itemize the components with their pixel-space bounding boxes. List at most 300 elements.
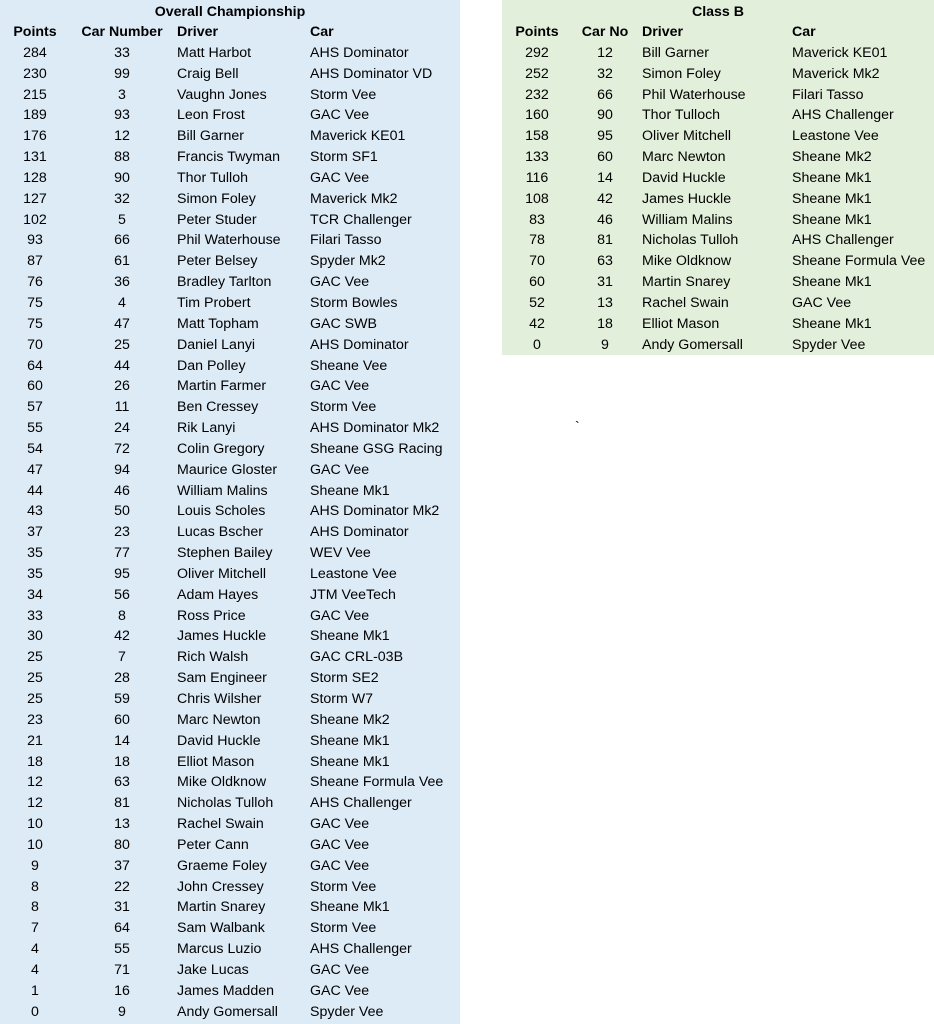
driver-cell: Phil Waterhouse <box>642 86 746 103</box>
points-cell: 10 <box>27 816 43 833</box>
car-cell: Maverick Mk2 <box>310 190 398 207</box>
car-number-cell: 32 <box>114 190 130 207</box>
driver-cell: Elliot Mason <box>642 315 720 332</box>
points-cell: 215 <box>23 86 47 103</box>
car-cell: GAC Vee <box>310 816 370 833</box>
driver-cell: Simon Foley <box>642 65 721 82</box>
table-row <box>502 314 934 335</box>
table-row <box>0 626 460 647</box>
car-number-cell: 94 <box>114 461 130 478</box>
driver-cell: Adam Hayes <box>177 586 259 603</box>
car-number-cell: 61 <box>114 253 130 270</box>
table-row <box>0 189 460 210</box>
car-cell: GAC Vee <box>310 982 370 999</box>
points-cell: 55 <box>27 420 43 437</box>
table-row <box>0 835 460 856</box>
table-row <box>502 168 934 189</box>
points-cell: 7 <box>31 920 39 937</box>
points-cell: 12 <box>27 774 43 791</box>
car-cell: AHS Challenger <box>310 795 412 812</box>
car-number-cell: 12 <box>114 128 130 145</box>
car-number-cell: 36 <box>114 274 130 291</box>
car-number-cell: 80 <box>114 836 130 853</box>
car-cell: GAC Vee <box>310 607 370 624</box>
points-cell: 37 <box>27 524 43 541</box>
points-cell: 42 <box>529 315 545 332</box>
points-cell: 232 <box>525 86 549 103</box>
points-cell: 47 <box>27 461 43 478</box>
table-row <box>0 460 460 481</box>
table-row <box>0 543 460 564</box>
overall-header-row <box>0 22 460 43</box>
car-cell: WEV Vee <box>310 545 371 562</box>
table-row <box>0 356 460 377</box>
table-row <box>0 897 460 918</box>
points-cell: 34 <box>27 586 43 603</box>
driver-cell: Martin Snarey <box>642 274 731 291</box>
driver-cell: Rik Lanyi <box>177 420 236 437</box>
car-cell: Filari Tasso <box>310 232 382 249</box>
driver-cell: Marc Newton <box>177 711 261 728</box>
car-number-cell: 37 <box>114 857 130 874</box>
header-driver: Driver <box>177 24 219 40</box>
points-cell: 160 <box>525 107 549 124</box>
car-number-cell: 28 <box>114 670 130 687</box>
points-cell: 12 <box>27 795 43 812</box>
table-row <box>0 981 460 1002</box>
driver-cell: Mike Oldknow <box>642 253 732 270</box>
car-number-cell: 9 <box>118 1003 126 1020</box>
points-cell: 4 <box>31 961 39 978</box>
car-number-cell: 11 <box>114 399 130 416</box>
overall-championship-table <box>0 0 460 1024</box>
table-row <box>502 147 934 168</box>
car-cell: AHS Dominator VD <box>310 65 433 82</box>
car-number-cell: 81 <box>114 795 130 812</box>
table-row <box>502 105 934 126</box>
points-cell: 54 <box>27 440 43 457</box>
table-row <box>0 564 460 585</box>
car-cell: Sheane Mk1 <box>792 169 872 186</box>
car-cell: Storm SE2 <box>310 670 379 687</box>
table-row <box>0 314 460 335</box>
points-cell: 284 <box>23 44 47 61</box>
driver-cell: Rich Walsh <box>177 649 249 666</box>
table-row <box>502 293 934 314</box>
car-cell: Storm Bowles <box>310 294 398 311</box>
car-cell: GAC Vee <box>310 274 370 291</box>
car-cell: Sheane Mk1 <box>310 732 390 749</box>
table-row <box>502 85 934 106</box>
header-car: Car <box>792 24 816 40</box>
driver-cell: Marc Newton <box>642 149 726 166</box>
driver-cell: Vaughn Jones <box>177 86 267 103</box>
driver-cell: Louis Scholes <box>177 503 266 520</box>
driver-cell: Peter Studer <box>177 211 257 228</box>
table-row <box>0 710 460 731</box>
points-cell: 189 <box>23 107 47 124</box>
points-cell: 30 <box>27 628 43 645</box>
car-cell: GAC CRL-03B <box>310 649 404 666</box>
driver-cell: Phil Waterhouse <box>177 232 281 249</box>
table-row <box>0 439 460 460</box>
table-row <box>502 335 934 356</box>
table-row <box>0 856 460 877</box>
points-cell: 176 <box>23 128 47 145</box>
stray-mark: ` <box>575 418 580 434</box>
car-number-cell: 95 <box>597 128 613 145</box>
table-row <box>0 397 460 418</box>
car-cell: AHS Dominator Mk2 <box>310 503 440 520</box>
driver-cell: Maurice Gloster <box>177 461 278 478</box>
table-row <box>0 772 460 793</box>
car-cell: Storm Vee <box>310 399 377 416</box>
points-cell: 21 <box>27 732 43 749</box>
points-cell: 230 <box>23 65 47 82</box>
table-row <box>0 814 460 835</box>
car-cell: JTM VeeTech <box>310 586 396 603</box>
car-cell: Filari Tasso <box>792 86 864 103</box>
car-number-cell: 22 <box>114 878 130 895</box>
points-cell: 75 <box>27 294 43 311</box>
car-number-cell: 88 <box>114 149 130 166</box>
driver-cell: Rachel Swain <box>177 816 264 833</box>
car-cell: Storm Vee <box>310 86 377 103</box>
table-row <box>0 418 460 439</box>
car-cell: Maverick Mk2 <box>792 65 880 82</box>
car-number-cell: 50 <box>114 503 130 520</box>
points-cell: 252 <box>525 65 549 82</box>
driver-cell: Daniel Lanyi <box>177 336 256 353</box>
car-cell: GAC Vee <box>310 461 370 478</box>
car-number-cell: 12 <box>597 44 613 61</box>
driver-cell: Craig Bell <box>177 65 239 82</box>
car-number-cell: 47 <box>114 315 130 332</box>
points-cell: 75 <box>27 315 43 332</box>
car-cell: GAC Vee <box>310 378 370 395</box>
table-row <box>0 147 460 168</box>
car-number-cell: 64 <box>114 920 130 937</box>
car-cell: Storm Vee <box>310 920 377 937</box>
car-cell: Spyder Vee <box>310 1003 384 1020</box>
driver-cell: Ben Cressey <box>177 399 259 416</box>
car-cell: Sheane Formula Vee <box>792 253 926 270</box>
table-row <box>0 126 460 147</box>
table-row <box>0 85 460 106</box>
car-number-cell: 90 <box>114 169 130 186</box>
car-number-cell: 42 <box>114 628 130 645</box>
table-row <box>0 731 460 752</box>
points-cell: 43 <box>27 503 43 520</box>
table-row <box>0 376 460 397</box>
driver-cell: Oliver Mitchell <box>177 565 267 582</box>
points-cell: 35 <box>27 545 43 562</box>
table-row <box>0 105 460 126</box>
car-number-cell: 5 <box>118 211 126 228</box>
points-cell: 102 <box>23 211 47 228</box>
car-number-cell: 90 <box>597 107 613 124</box>
car-number-cell: 13 <box>597 294 613 311</box>
car-cell: AHS Dominator <box>310 336 409 353</box>
car-number-cell: 31 <box>114 899 130 916</box>
driver-cell: Martin Snarey <box>177 899 266 916</box>
driver-cell: Matt Topham <box>177 315 259 332</box>
car-cell: Maverick KE01 <box>792 44 888 61</box>
car-number-cell: 7 <box>118 649 126 666</box>
header-points: Points <box>13 24 57 40</box>
points-cell: 0 <box>31 1003 39 1020</box>
table-row <box>0 168 460 189</box>
points-cell: 8 <box>31 878 39 895</box>
driver-cell: Nicholas Tulloh <box>642 232 739 249</box>
driver-cell: Colin Gregory <box>177 440 265 457</box>
driver-cell: Peter Cann <box>177 836 249 853</box>
car-cell: GAC SWB <box>310 315 378 332</box>
driver-cell: Bill Garner <box>177 128 245 145</box>
points-cell: 128 <box>23 169 47 186</box>
car-cell: GAC Vee <box>310 169 370 186</box>
points-cell: 10 <box>27 836 43 853</box>
overall-body <box>0 43 460 1023</box>
points-cell: 60 <box>27 378 43 395</box>
table-row <box>0 647 460 668</box>
driver-cell: Nicholas Tulloh <box>177 795 274 812</box>
car-number-cell: 46 <box>114 482 130 499</box>
driver-cell: Lucas Bscher <box>177 524 263 541</box>
points-cell: 87 <box>27 253 43 270</box>
car-cell: Sheane Formula Vee <box>310 774 444 791</box>
header-driver: Driver <box>642 24 684 40</box>
car-cell: Sheane Mk1 <box>792 315 872 332</box>
driver-cell: Mike Oldknow <box>177 774 267 791</box>
points-cell: 64 <box>27 357 43 374</box>
overall-championship-title: Overall Championship <box>154 4 306 20</box>
car-cell: Sheane Mk1 <box>310 753 390 770</box>
table-row <box>0 43 460 64</box>
class-b-header-row <box>502 22 934 43</box>
car-cell: Sheane Mk2 <box>310 711 390 728</box>
car-cell: AHS Challenger <box>792 107 894 124</box>
points-cell: 78 <box>529 232 545 249</box>
car-number-cell: 72 <box>114 440 130 457</box>
car-cell: Sheane Mk1 <box>792 274 872 291</box>
car-cell: AHS Dominator <box>310 524 409 541</box>
points-cell: 0 <box>533 336 541 353</box>
header-car: Car <box>310 24 334 40</box>
driver-cell: Bradley Tarlton <box>177 274 272 291</box>
driver-cell: Oliver Mitchell <box>642 128 732 145</box>
car-number-cell: 66 <box>114 232 130 249</box>
driver-cell: James Huckle <box>177 628 267 645</box>
table-row <box>0 522 460 543</box>
driver-cell: John Cressey <box>177 878 264 895</box>
table-row <box>0 606 460 627</box>
driver-cell: David Huckle <box>177 732 261 749</box>
points-cell: 33 <box>27 607 43 624</box>
driver-cell: Chris Wilsher <box>177 691 262 707</box>
points-cell: 131 <box>23 149 47 166</box>
car-number-cell: 14 <box>597 169 613 186</box>
points-cell: 70 <box>27 336 43 353</box>
car-cell: AHS Challenger <box>310 941 412 958</box>
table-row <box>0 585 460 606</box>
points-cell: 60 <box>529 274 545 291</box>
table-row <box>0 668 460 689</box>
car-number-cell: 32 <box>597 65 613 82</box>
driver-cell: Ross Price <box>177 607 246 624</box>
car-number-cell: 63 <box>114 774 130 791</box>
table-row <box>0 481 460 502</box>
points-cell: 8 <box>31 899 39 916</box>
car-cell: Spyder Vee <box>792 336 866 353</box>
table-row <box>0 960 460 981</box>
car-number-cell: 56 <box>114 586 130 603</box>
car-number-cell: 13 <box>114 816 130 833</box>
car-number-cell: 8 <box>118 607 126 624</box>
driver-cell: James Madden <box>177 982 274 999</box>
car-number-cell: 42 <box>597 190 613 207</box>
driver-cell: Matt Harbot <box>177 44 252 61</box>
points-cell: 25 <box>27 691 43 707</box>
driver-cell: Martin Farmer <box>177 378 267 395</box>
class-b-title: Class B <box>691 4 745 20</box>
driver-cell: Dan Polley <box>177 357 246 374</box>
points-cell: 23 <box>27 711 43 728</box>
car-number-cell: 46 <box>597 211 613 228</box>
car-cell: Storm SF1 <box>310 149 378 166</box>
car-cell: GAC Vee <box>310 836 370 853</box>
table-row <box>502 272 934 293</box>
car-cell: AHS Dominator Mk2 <box>310 420 440 437</box>
points-cell: 76 <box>27 274 43 291</box>
car-cell: Sheane Mk1 <box>792 211 872 228</box>
car-number-cell: 66 <box>597 86 613 103</box>
car-number-cell: 18 <box>114 753 130 770</box>
table-row <box>0 210 460 231</box>
table-row <box>502 126 934 147</box>
car-cell: GAC Vee <box>310 857 370 874</box>
class-b-body <box>502 43 934 356</box>
car-number-cell: 24 <box>114 420 130 437</box>
car-cell: Sheane Mk1 <box>792 190 872 207</box>
driver-cell: Leon Frost <box>177 107 245 124</box>
table-row <box>502 64 934 85</box>
table-row <box>0 293 460 314</box>
car-number-cell: 55 <box>114 941 130 958</box>
table-row <box>0 939 460 960</box>
car-number-cell: 81 <box>597 232 613 249</box>
points-cell: 57 <box>27 399 43 416</box>
points-cell: 52 <box>529 294 545 311</box>
class-b-table <box>502 0 934 355</box>
car-number-cell: 9 <box>601 336 609 353</box>
points-cell: 93 <box>27 232 43 249</box>
car-cell: Sheane GSG Racing <box>310 440 443 457</box>
table-row <box>502 251 934 272</box>
points-cell: 18 <box>27 753 43 770</box>
driver-cell: Stephen Bailey <box>177 545 273 562</box>
points-cell: 127 <box>23 190 47 207</box>
car-cell: Spyder Mk2 <box>310 253 386 270</box>
car-number-cell: 60 <box>597 149 613 166</box>
table-row <box>502 230 934 251</box>
table-row <box>502 189 934 210</box>
driver-cell: Rachel Swain <box>642 294 729 311</box>
points-cell: 35 <box>27 565 43 582</box>
car-number-cell: 31 <box>597 274 613 291</box>
car-number-cell: 23 <box>114 524 130 541</box>
points-cell: 1 <box>31 982 39 999</box>
car-number-cell: 14 <box>114 732 130 749</box>
points-cell: 292 <box>525 44 549 61</box>
header-points: Points <box>515 24 559 40</box>
table-row <box>0 1002 460 1023</box>
car-number-cell: 44 <box>114 357 130 374</box>
car-number-cell: 93 <box>114 107 130 124</box>
car-cell: GAC Vee <box>792 294 852 311</box>
car-cell: Leastone Vee <box>310 565 397 582</box>
points-cell: 83 <box>529 211 545 228</box>
car-number-cell: 71 <box>114 961 130 978</box>
car-cell: Sheane Mk1 <box>310 899 390 916</box>
car-number-cell: 18 <box>597 315 613 332</box>
points-cell: 116 <box>525 169 549 186</box>
car-number-cell: 16 <box>114 982 130 999</box>
header-car-number: Car Number <box>81 24 163 40</box>
car-number-cell: 99 <box>114 65 130 82</box>
table-row <box>0 230 460 251</box>
car-cell: Sheane Mk1 <box>310 628 390 645</box>
driver-cell: Peter Belsey <box>177 253 258 270</box>
points-cell: 70 <box>529 253 545 270</box>
table-row <box>0 689 460 710</box>
driver-cell: Graeme Foley <box>177 857 267 874</box>
table-row <box>502 43 934 64</box>
table-row <box>502 210 934 231</box>
car-cell: Storm W7 <box>310 691 374 707</box>
car-number-cell: 77 <box>114 545 130 562</box>
car-number-cell: 59 <box>114 691 130 707</box>
car-number-cell: 33 <box>114 44 130 61</box>
points-cell: 158 <box>525 128 549 145</box>
driver-cell: Bill Garner <box>642 44 710 61</box>
driver-cell: Tim Probert <box>177 294 251 311</box>
driver-cell: William Malins <box>642 211 733 228</box>
driver-cell: Thor Tulloch <box>642 107 721 124</box>
car-cell: Storm Vee <box>310 878 377 895</box>
points-cell: 9 <box>31 857 39 874</box>
table-row <box>0 918 460 939</box>
car-number-cell: 3 <box>118 86 126 103</box>
car-number-cell: 25 <box>114 336 130 353</box>
table-row <box>0 272 460 293</box>
driver-cell: Francis Twyman <box>177 149 281 166</box>
driver-cell: Jake Lucas <box>177 961 249 978</box>
table-row <box>0 793 460 814</box>
table-row <box>0 64 460 85</box>
points-cell: 108 <box>525 190 549 207</box>
points-cell: 25 <box>27 649 43 666</box>
car-cell: GAC Vee <box>310 107 370 124</box>
car-cell: Sheane Vee <box>310 357 388 374</box>
driver-cell: Simon Foley <box>177 190 256 207</box>
table-row <box>0 251 460 272</box>
driver-cell: Sam Walbank <box>177 920 265 937</box>
table-row <box>0 335 460 356</box>
car-cell: Sheane Mk2 <box>792 149 872 166</box>
driver-cell: David Huckle <box>642 169 726 186</box>
car-number-cell: 60 <box>114 711 130 728</box>
